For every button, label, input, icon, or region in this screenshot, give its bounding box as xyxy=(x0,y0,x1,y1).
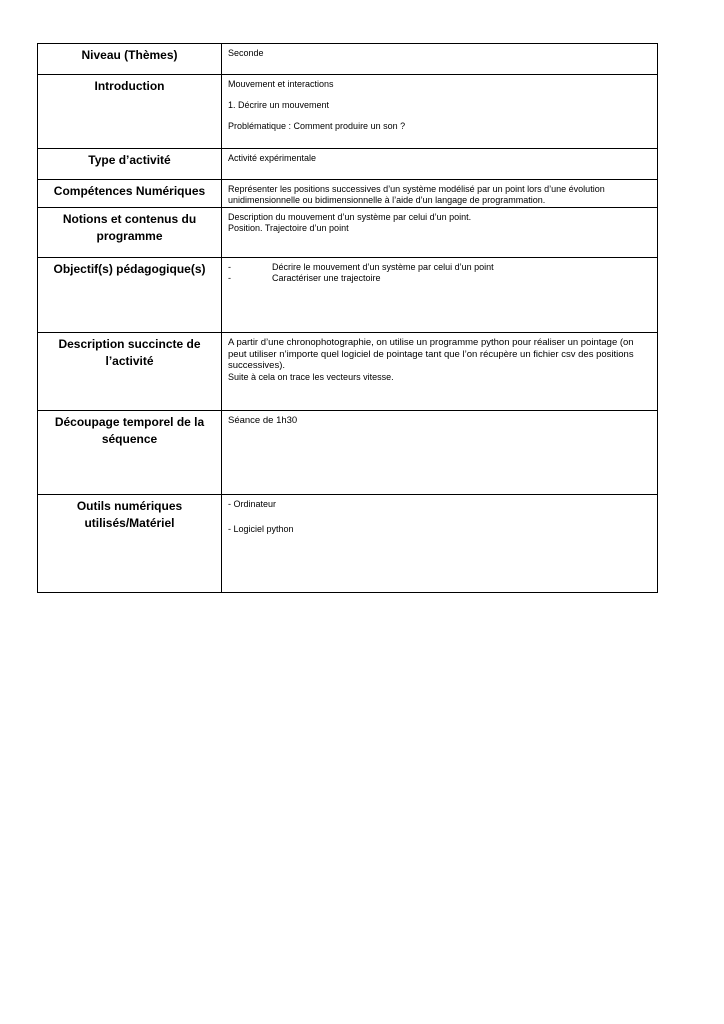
row-value-objectifs xyxy=(222,258,658,333)
row-label-outils: Outils numériques utilisés/Matériel xyxy=(38,495,222,593)
row-label-decoupage: Découpage temporel de la séquence xyxy=(38,411,222,495)
row-value-type-activite xyxy=(222,149,658,180)
notions-line-2: Position. Trajectoire d’un point xyxy=(228,223,349,233)
objectif-item-2-text: Caractériser une trajectoire xyxy=(272,273,381,283)
introduction-line-2: 1. Décrire un mouvement xyxy=(228,100,330,110)
row-label-competences: Compétences Numériques xyxy=(38,180,222,208)
introduction-line-1: Mouvement et interactions xyxy=(228,79,334,89)
row-label-type-activite: Type d’activité xyxy=(38,149,222,180)
table-row xyxy=(38,180,658,208)
row-value-competences xyxy=(222,180,658,208)
row-value-outils xyxy=(222,495,658,593)
activity-sheet-table xyxy=(37,43,658,593)
table-row xyxy=(38,208,658,258)
row-value-decoupage xyxy=(222,411,658,495)
row-value-notions xyxy=(222,208,658,258)
row-label-introduction: Introduction xyxy=(38,75,222,149)
table-row xyxy=(38,149,658,180)
table-row xyxy=(38,495,658,593)
competences-text: Représenter les positions successives d’un système modélisé par un point lors d’une évolution unidimensionnelle ou bidimensionnelle à l’aide d’un langage de programmation. xyxy=(228,184,605,205)
row-label-niveau: Niveau (Thèmes) xyxy=(38,44,222,75)
row-value-description xyxy=(222,333,658,411)
row-value-introduction xyxy=(222,75,658,149)
row-label-description: Description succincte de l’activité xyxy=(38,333,222,411)
notions-line-1: Description du mouvement d’un système par celui d’un point. xyxy=(228,212,472,222)
row-label-objectifs: Objectif(s) pédagogique(s) xyxy=(38,258,222,333)
outil-item-1: - Ordinateur xyxy=(228,499,277,509)
type-activite-text: Activité expérimentale xyxy=(228,153,317,163)
description-paragraph-2: Suite à cela on trace les vecteurs vitesse. xyxy=(228,371,394,382)
bullet-dash: - xyxy=(228,273,231,283)
objectif-item xyxy=(228,262,652,273)
row-value-niveau xyxy=(222,44,658,75)
niveau-text: Seconde xyxy=(228,48,264,58)
objectif-item-1-text: Décrire le mouvement d’un système par celui d’un point xyxy=(272,262,494,272)
outil-item-2: - Logiciel python xyxy=(228,524,294,534)
description-paragraph-1: A partir d’une chronophotographie, on utilise un programme python pour réaliser un pointage (on peut utiliser n’importe quel logiciel de pointage tant que l’on récupère un fichier csv des positions successives). xyxy=(228,337,634,371)
objectif-item xyxy=(228,273,652,284)
table-row xyxy=(38,44,658,75)
table-row xyxy=(38,333,658,411)
row-label-notions: Notions et contenus du programme xyxy=(38,208,222,258)
table-row xyxy=(38,258,658,333)
bullet-dash: - xyxy=(228,262,231,272)
table-row xyxy=(38,411,658,495)
introduction-line-3: Problématique : Comment produire un son ? xyxy=(228,121,406,131)
table-row xyxy=(38,75,658,149)
decoupage-text: Séance de 1h30 xyxy=(228,415,298,426)
